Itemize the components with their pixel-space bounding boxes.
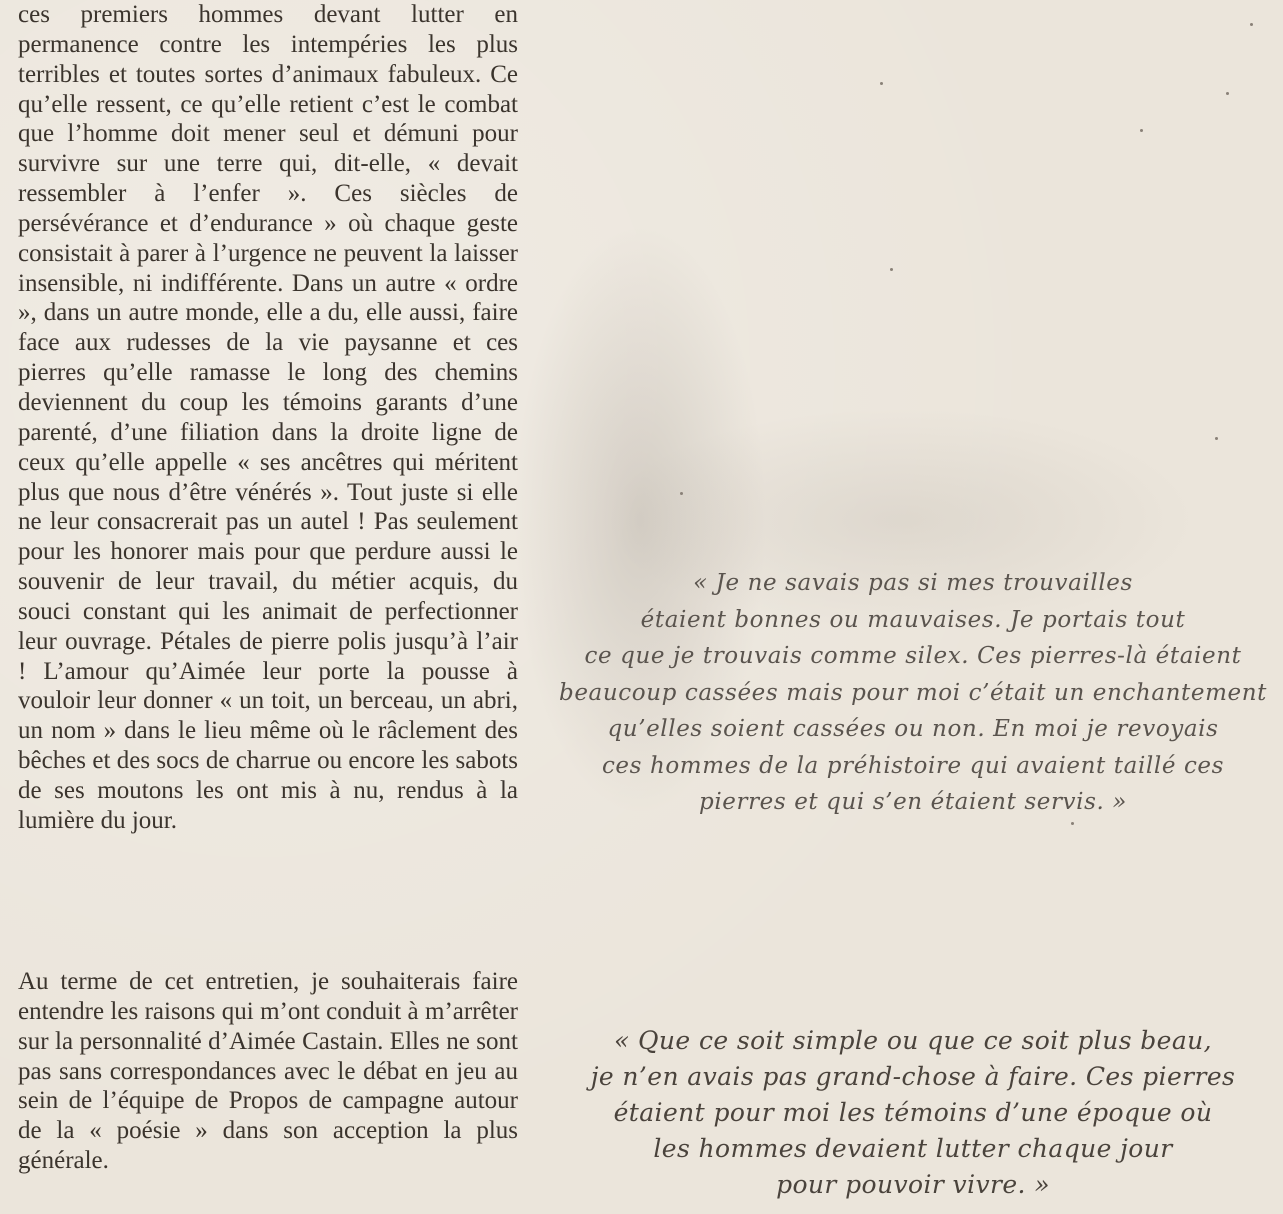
quote-1-line-6: ces hommes de la préhistoire qui avaient taillé ces [601, 752, 1225, 779]
quote-2-line-2: je n’en avais pas grand-chose à faire. Ces pierres [590, 1062, 1236, 1091]
paper-speck [1250, 23, 1253, 26]
quote-1-line-1: « Je ne savais pas si mes trouvailles [693, 570, 1133, 596]
quote-2-line-4: les hommes devaient lutter chaque jour [653, 1134, 1173, 1163]
paper-speck [1140, 129, 1143, 132]
pull-quote-1 [548, 565, 1278, 821]
quote-1-line-5: qu’elles soient cassées ou non. En moi je revoyais [607, 716, 1219, 742]
quote-1-line-3: ce que je trouvais comme silex. Ces pierres-là étaient [584, 643, 1242, 669]
body-paragraph-1: ces premiers hommes devant lutter en permanence contre les intempéries les plus terribles et toutes sortes d’animaux fabuleux. Ce qu’elle ressent, ce qu’elle retient c’est le combat que l’homme doit mener seul et démuni pour survivre sur une terre qui, dit-elle, « devait ressembler à l’enfer ». Ces siècles de persévérance et d’endurance » où chaque geste consistait à parer à l’urgence ne peuvent la laisser insensible, ni indifférente. Dans un autre « ordre », dans un autre monde, elle a du, elle aussi, faire face aux rudesses de la vie paysanne et ces pierres qu’elle ramasse le long des chemins deviennent du coup les témoins garants d’une parenté, d’une filiation dans la droite ligne de ceux qu’elle appelle « ses ancêtres qui méritent plus que nous d’être vénérés ». Tout juste si elle ne leur consacrerait pas un autel ! Pas seulement pour les honorer mais pour que perdure aussi le souvenir de leur travail, du métier acquis, du souci constant qui les animait de perfectionner leur ouvrage. Pétales de pierre polis jusqu’à l’air ! L’amour qu’Aimée leur porte la pousse à vouloir leur donner « un toit, un berceau, un abri, un nom » dans le lieu même où le râclement des bêches et des socs de charrue ou encore les sabots de ses moutons les ont mis à nu, rendus à la lumière du jour. [18, 1, 518, 834]
quote-2-line-1: « Que ce soit simple ou que ce soit plus beau, [613, 1026, 1213, 1055]
left-text-column [18, 0, 518, 1214]
quote-1-line-7: pierres et qui s’en étaient servis. » [699, 789, 1127, 815]
paper-speck [880, 82, 883, 85]
quote-2-line-3: étaient pour moi les témoins d’une époque où [613, 1098, 1213, 1127]
paper-speck [680, 492, 683, 495]
paper-speck [1071, 822, 1074, 825]
pull-quote-2 [548, 1023, 1278, 1203]
body-paragraph-2: Au terme de cet entretien, je souhaiterais faire entendre les raisons qui m’ont conduit à m’arrêter sur la personnalité d’Aimée Castain. Elles ne sont pas sans correspondances avec le débat en jeu au sein de l’équipe de Propos de campagne autour de la « poésie » dans son acception la plus générale. [18, 968, 518, 1175]
paper-speck [890, 268, 893, 271]
quote-1-line-2: étaient bonnes ou mauvaises. Je portais tout [640, 606, 1186, 633]
quote-1-line-4: beaucoup cassées mais pour moi c’était un enchantement [559, 679, 1267, 706]
paper-speck [1215, 437, 1218, 440]
quote-2-line-5: pour pouvoir vivre. » [776, 1170, 1050, 1199]
paper-speck [1226, 92, 1229, 95]
